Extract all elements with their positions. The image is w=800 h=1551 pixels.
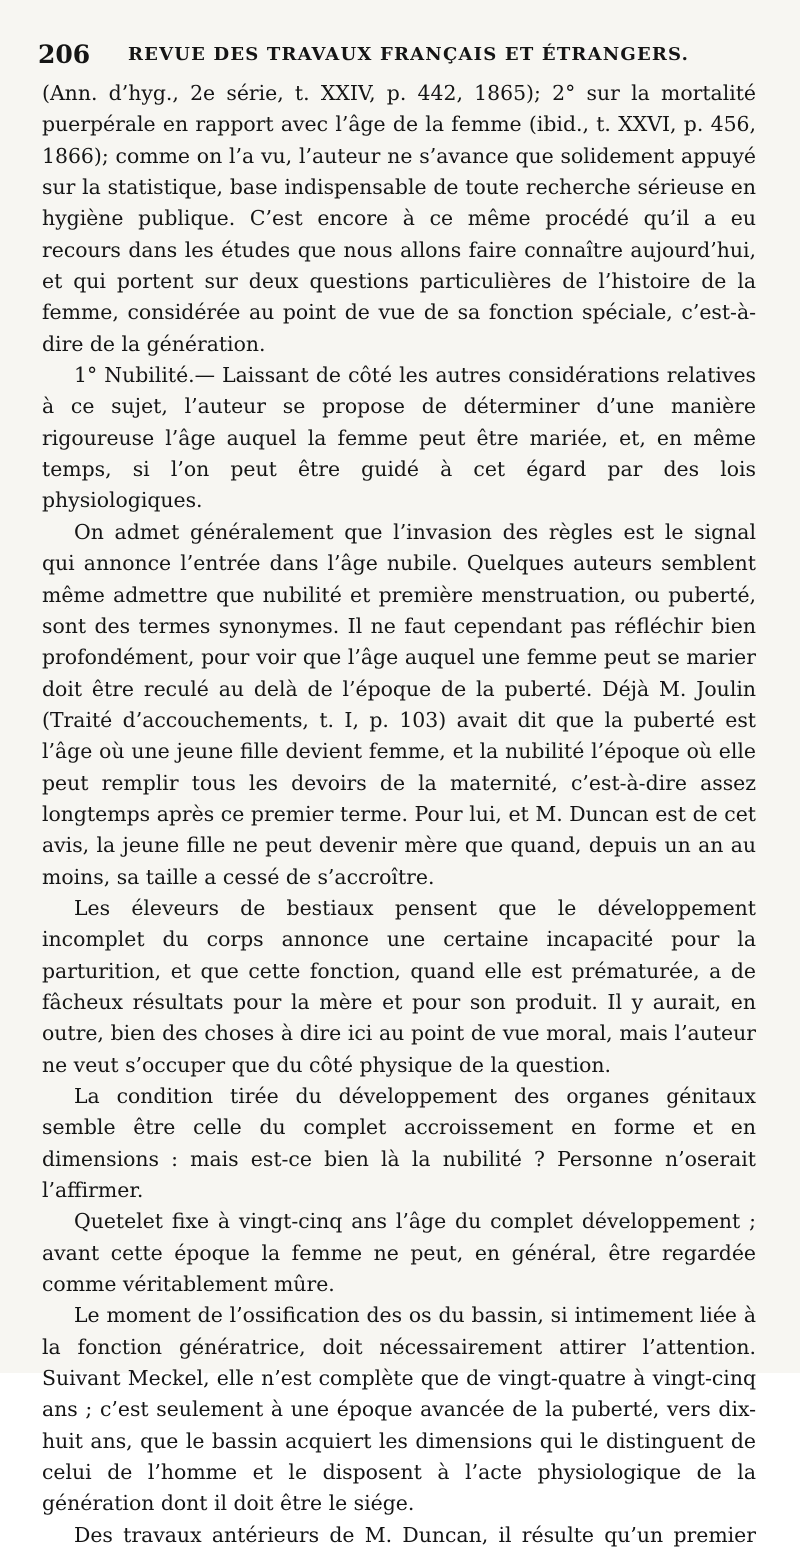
page-header — [38, 40, 758, 76]
paragraph-1: (Ann. d’hyg., 2e série, t. XXIV, p. 442, 1865); 2° sur la mortalité puerpérale en rapport avec l’âge de la femme (ibid., t. XXVI, p. 456, 1866); comme on l’a vu, l’auteur ne s’avance que solidement appuyé sur la statistique, base indispensable de toute recherche sérieuse en hygiène publique. C’est encore à ce même procédé qu’il a eu recours dans les études que nous allons faire connaître aujourd’hui, et qui portent sur deux questions particulières de l’histoire de la femme, considérée au point de vue de sa fonction spéciale, c’est-à-dire de la génération. — [42, 81, 756, 356]
paragraph-7: Le moment de l’ossification des os du bassin, si intimement liée à la fonction génératrice, doit nécessairement attirer l’attention. Suivant Meckel, elle n’est complète que de vingt-quatre à vingt-cinq ans ; c’est seulement à une époque avancée de la puberté, vers dix-huit ans, que le bassin acquiert les dimensions qui le distinguent de celui de l’homme et le disposent à l’acte physiologique de la génération dont il doit être le siége. — [42, 1303, 756, 1516]
paragraph-3: On admet généralement que l’invasion des règles est le signal qui annonce l’entrée dans l’âge nubile. Quelques auteurs semblent même admettre que nubilité et première menstruation, ou puberté, sont des termes synonymes. Il ne faut cependant pas réfléchir bien profondément, pour voir que l’âge auquel une femme peut se marier doit être reculé au delà de l’époque de la puberté. Déjà M. Joulin (Traité d’accouchements, t. I, p. 103) avait dit que la puberté est l’âge où une jeune fille devient femme, et la nubilité l’époque où elle peut remplir tous les devoirs de la maternité, c’est-à-dire assez longtemps après ce premier terme. Pour lui, et M. Duncan est de cet avis, la jeune fille ne peut devenir mère que quand, depuis un an au moins, sa taille a cessé de s’accroître. — [42, 519, 756, 889]
paragraph-5: La condition tirée du développement des organes génitaux semble être celle du complet accroissement en forme et en dimensions : mais est-ce bien là la nubilité ? Personne n’oserait l’affirmer. — [42, 1084, 756, 1203]
paragraph-4: Les éleveurs de bestiaux pensent que le développement incomplet du corps annonce une certaine incapacité pour la parturition, et que cette fonction, quand elle est prématurée, a de fâcheux résultats pour la mère et pour son produit. Il y aurait, en outre, bien des choses à dire ici au point de vue moral, mais l’auteur ne veut s’occuper que du côté physique de la question. — [42, 895, 756, 1077]
running-title: REVUE DES TRAVAUX FRANÇAIS ET ÉTRANGERS. — [128, 44, 690, 65]
paragraph-6: Quetelet fixe à vingt-cinq ans l’âge du complet développement ; avant cette époque la femme ne peut, en général, être regardée comme véritablement mûre. — [42, 1209, 756, 1297]
paragraph-8: Des travaux antérieurs de M. Duncan, il résulte qu’un premier — [74, 1522, 756, 1547]
paragraph-2: 1° Nubilité.— Laissant de côté les autres considérations relatives à ce sujet, l’auteur se propose de déterminer d’une manière rigoureuse l’âge auquel la femme peut être mariée, et, en même temps, si l’on peut être guidé à cet égard par des lois physiologiques. — [42, 363, 756, 513]
body-text — [42, 78, 756, 1551]
page-number: 206 — [38, 40, 91, 69]
